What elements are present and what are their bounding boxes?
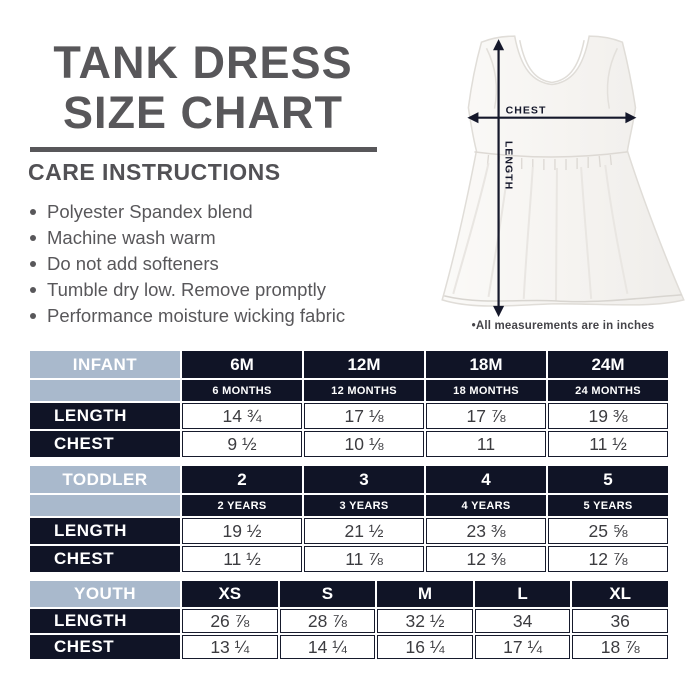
chest-value-cell: 11 ½ [182,546,302,572]
dress-photo [442,36,684,306]
length-value-cell: 36 [572,609,668,633]
chest-arrow-label: CHEST [505,104,547,117]
length-arrow-label: LENGTH [502,140,515,191]
care-item [30,199,430,225]
page-title-line1: TANK DRESS [53,37,353,88]
youth-table-title: YOUTH [30,581,180,607]
chest-value-cell: 14 ¼ [280,635,376,659]
size-subtitle-cell: 18 MONTHS [426,380,546,401]
care-item [30,303,430,329]
care-item-text: Performance moisture wicking fabric [47,305,346,326]
size-header-cell: 6M [182,351,302,378]
care-item [30,277,430,303]
title-divider [30,147,377,152]
chest-value-cell: 13 ¼ [182,635,278,659]
length-row-label: LENGTH [30,609,180,633]
chest-value-cell: 12 ⅜ [426,546,546,572]
measurements-note: •All measurements are in inches [471,320,655,332]
care-item-text: Polyester Spandex blend [47,201,253,222]
length-value-cell: 26 ⅞ [182,609,278,633]
bullet-icon [30,313,36,319]
size-subtitle-cell: 4 YEARS [426,495,546,516]
size-header-cell: 24M [548,351,668,378]
chest-row-label: CHEST [30,431,180,457]
size-subtitle-cell: 6 MONTHS [182,380,302,401]
infant-table-spacer [30,380,180,401]
care-item [30,251,430,277]
toddler-size-table [30,466,668,572]
chest-value-cell: 9 ½ [182,431,302,457]
care-item-text: Machine wash warm [47,227,216,248]
size-subtitle-cell: 2 YEARS [182,495,302,516]
toddler-table-spacer [30,495,180,516]
chest-row-label: CHEST [30,635,180,659]
size-header-cell: 4 [426,466,546,493]
care-item-text: Do not add softeners [47,253,219,274]
care-instructions-list [30,199,430,329]
youth-size-table [30,581,668,659]
tank-dress-figure [436,12,690,318]
length-value-cell: 21 ½ [304,518,424,544]
size-header-cell: 3 [304,466,424,493]
page-title [14,38,392,138]
size-subtitle-cell: 12 MONTHS [304,380,424,401]
size-subtitle-cell: 24 MONTHS [548,380,668,401]
length-value-cell: 17 ⅞ [426,403,546,429]
bullet-icon [30,235,36,241]
length-row-label: LENGTH [30,518,180,544]
size-header-cell: 5 [548,466,668,493]
chest-value-cell: 18 ⅞ [572,635,668,659]
length-value-cell: 32 ½ [377,609,473,633]
infant-size-table [30,351,668,457]
page-title-line2: SIZE CHART [63,87,343,138]
length-row-label: LENGTH [30,403,180,429]
care-instructions-heading: CARE INSTRUCTIONS [28,159,281,185]
length-value-cell: 28 ⅞ [280,609,376,633]
size-header-cell: M [377,581,473,607]
length-value-cell: 19 ½ [182,518,302,544]
bullet-icon [30,261,36,267]
toddler-table-title: TODDLER [30,466,180,493]
size-header-cell: S [280,581,376,607]
length-value-cell: 25 ⅝ [548,518,668,544]
size-subtitle-cell: 3 YEARS [304,495,424,516]
length-value-cell: 19 ⅜ [548,403,668,429]
care-item-text: Tumble dry low. Remove promptly [47,279,326,300]
chest-value-cell: 17 ¼ [475,635,571,659]
chest-value-cell: 10 ⅛ [304,431,424,457]
chest-value-cell: 11 ⅞ [304,546,424,572]
bullet-icon [30,209,36,215]
size-header-cell: 18M [426,351,546,378]
length-value-cell: 23 ⅜ [426,518,546,544]
length-value-cell: 17 ⅛ [304,403,424,429]
size-header-cell: XS [182,581,278,607]
size-header-cell: 2 [182,466,302,493]
bullet-icon [30,287,36,293]
chest-value-cell: 16 ¼ [377,635,473,659]
length-value-cell: 34 [475,609,571,633]
length-value-cell: 14 ¾ [182,403,302,429]
infant-table-title: INFANT [30,351,180,378]
chest-value-cell: 11 ½ [548,431,668,457]
care-item [30,225,430,251]
size-header-cell: 12M [304,351,424,378]
size-header-cell: L [475,581,571,607]
size-header-cell: XL [572,581,668,607]
chest-row-label: CHEST [30,546,180,572]
chest-value-cell: 12 ⅞ [548,546,668,572]
size-subtitle-cell: 5 YEARS [548,495,668,516]
chest-value-cell: 11 [426,431,546,457]
